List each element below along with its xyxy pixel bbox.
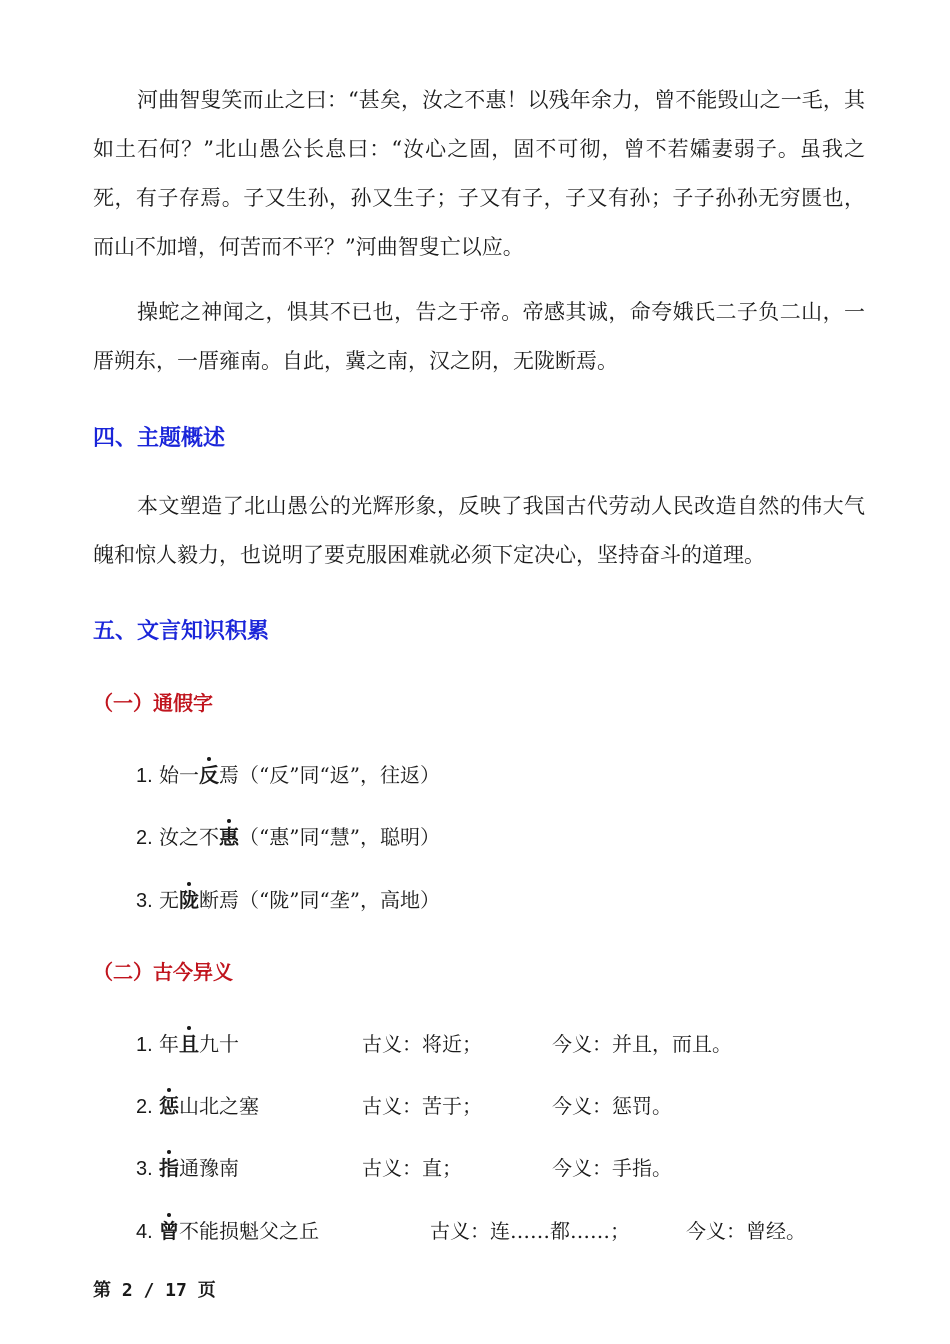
emphasis-char: 惩 [159, 1094, 180, 1118]
gujinyiyi-item [136, 1030, 239, 1059]
modern-meaning: 今义：曾经。 [686, 1219, 806, 1243]
tongjiazi-item [136, 886, 440, 915]
ancient-meaning: 古义：将近； [362, 1032, 482, 1056]
gujinyiyi-item [136, 1217, 319, 1246]
gujinyiyi-item [136, 1154, 239, 1183]
passage-paragraph-1 [93, 76, 865, 272]
item-text-pre: 年 [159, 1032, 180, 1056]
passage-paragraph-2 [93, 288, 865, 386]
section-heading-theme: 四、主题概述 [93, 426, 226, 451]
emphasis-char: 指 [159, 1156, 180, 1180]
tongjiazi-item [136, 761, 440, 790]
theme-text: 本文塑造了北山愚公的光辉形象，反映了我国古代劳动人民改造自然的伟大气魄和惊人毅力，也说明了要克服困难就必须下定决心，坚持奋斗的道理。 [93, 494, 865, 567]
ancient-meaning: 古义：直； [362, 1156, 462, 1180]
emphasis-char: 惠 [219, 825, 240, 849]
item-number: 1. [136, 765, 153, 787]
modern-meaning: 今义：并且，而且。 [552, 1032, 732, 1056]
theme-paragraph [93, 482, 865, 580]
item-text-post: 山北之塞 [179, 1094, 260, 1118]
item-text-pre: 始一 [159, 763, 200, 787]
ancient-meaning: 古义：苦于； [362, 1094, 482, 1118]
item-number: 2. [136, 1096, 153, 1118]
item-text-post: 九十 [199, 1032, 240, 1056]
gujinyiyi-item [136, 1092, 259, 1121]
subsection-heading-gujinyiyi: （二）古今异义 [93, 960, 233, 984]
emphasis-char: 曾 [159, 1219, 180, 1243]
subsection-heading-tongjiazi: （一）通假字 [93, 691, 213, 715]
emphasis-char: 且 [179, 1032, 200, 1056]
section-heading-knowledge: 五、文言知识积累 [93, 619, 270, 644]
item-text-pre: 汝之不 [159, 825, 220, 849]
item-number: 3. [136, 890, 153, 912]
item-text-post: （“惠”同“慧”，聪明） [239, 825, 440, 849]
emphasis-char: 陇 [179, 888, 200, 912]
emphasis-char: 反 [199, 763, 220, 787]
item-number: 1. [136, 1034, 153, 1056]
item-text-post: 不能损魁父之丘 [179, 1219, 320, 1243]
item-text-pre: 无 [159, 888, 180, 912]
item-text-post: 焉（“反”同“返”，往返） [219, 763, 440, 787]
modern-meaning: 今义：惩罚。 [552, 1094, 672, 1118]
page-number: 第 2 / 17 页 [93, 1280, 216, 1301]
item-number: 4. [136, 1221, 153, 1243]
item-number: 2. [136, 827, 153, 849]
tongjiazi-item [136, 823, 440, 852]
item-text-post: 通豫南 [179, 1156, 240, 1180]
item-number: 3. [136, 1158, 153, 1180]
item-text-post: 断焉（“陇”同“垄”，高地） [199, 888, 440, 912]
passage-text-1: 河曲智叟笑而止之曰：“甚矣，汝之不惠！以残年余力，曾不能毁山之一毛，其如土石何？”北山愚公长息曰：“汝心之固，固不可彻，曾不若孀妻弱子。虽我之死，有子存焉。子又生孙，孙又生子；子又有子，子又有孙；子子孙孙无穷匮也，而山不加增，何苦而不平？”河曲智叟亡以应。 [93, 88, 865, 259]
ancient-meaning: 古义：连……都……； [430, 1219, 630, 1243]
passage-text-2: 操蛇之神闻之，惧其不已也，告之于帝。帝感其诚，命夸娥氏二子负二山，一厝朔东，一厝雍南。自此，冀之南，汉之阴，无陇断焉。 [93, 300, 865, 373]
modern-meaning: 今义：手指。 [552, 1156, 672, 1180]
